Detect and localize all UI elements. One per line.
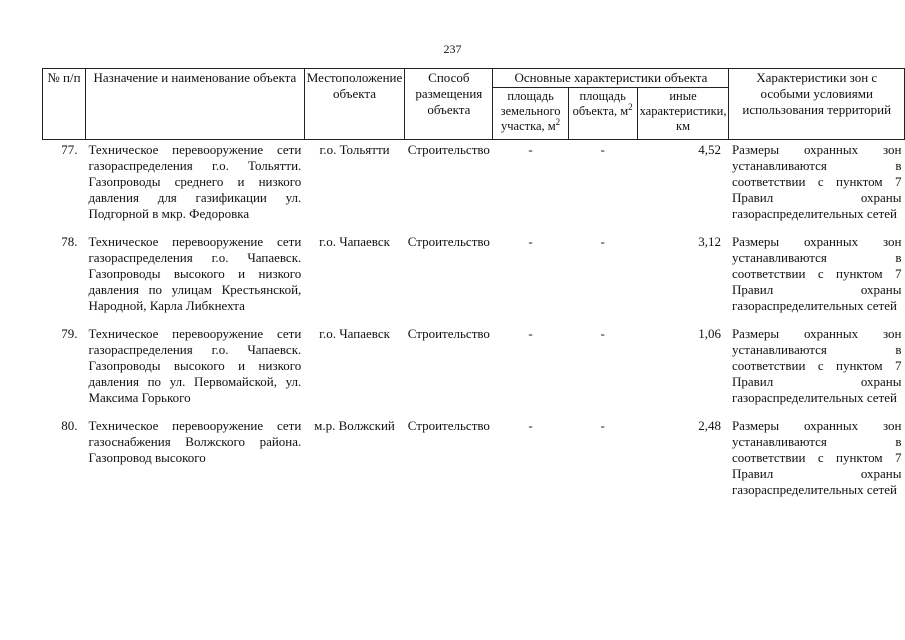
object-location: г.о. Тольятти bbox=[319, 142, 390, 157]
other-characteristics: 4,52 bbox=[698, 142, 721, 157]
row-number: 77. bbox=[61, 142, 78, 157]
object-name: Техническое перевооружение сети газораспределения г.о. Чапаевск. Газопроводы высокого и низкого давления по улицам Крестьянской, Народной, Карла Либкнехта bbox=[88, 234, 302, 313]
header-area-land: площадь земельного участка, $м^2$ bbox=[493, 88, 568, 140]
header-name: Назначение и наименование объекта bbox=[85, 69, 304, 140]
header-other: иные характеристики, км bbox=[637, 88, 729, 140]
header-main-characteristics: Основные характеристики объекта bbox=[493, 69, 729, 88]
other-characteristics: 3,12 bbox=[698, 234, 721, 249]
table-body bbox=[43, 140, 905, 509]
placement-method: Строительство bbox=[407, 326, 490, 341]
object-name: Техническое перевооружение сети газораспределения г.о. Тольятти. Газопроводы среднего и низкого давления для газификации ул. Подгорной в мкр. Федоровка bbox=[88, 142, 302, 221]
row-number: 79. bbox=[61, 326, 78, 341]
land-area: - bbox=[528, 326, 533, 341]
object-area: - bbox=[600, 326, 605, 341]
zone-characteristics: Размеры охранных зон устанавливаются в соответствии с пунктом 7 Правил охраны газораспределительных сетей bbox=[731, 142, 902, 221]
object-location: м.р. Волжский bbox=[314, 418, 395, 433]
header-row bbox=[43, 69, 905, 88]
object-area: - bbox=[600, 234, 605, 249]
object-location: г.о. Чапаевск bbox=[319, 234, 390, 249]
page-number: 237 bbox=[443, 42, 462, 56]
table-row bbox=[43, 140, 905, 233]
other-characteristics: 2,48 bbox=[698, 418, 721, 433]
objects-table bbox=[42, 68, 905, 508]
header-area-object: площадь объекта, $м^2$ bbox=[568, 88, 637, 140]
land-area: - bbox=[528, 418, 533, 433]
row-number: 78. bbox=[61, 234, 78, 249]
land-area: - bbox=[528, 142, 533, 157]
zone-characteristics: Размеры охранных зон устанавливаются в соответствии с пунктом 7 Правил охраны газораспределительных сетей bbox=[731, 326, 902, 405]
other-characteristics: 1,06 bbox=[698, 326, 721, 341]
zone-characteristics: Размеры охранных зон устанавливаются в соответствии с пунктом 7 Правил охраны газораспределительных сетей bbox=[731, 418, 902, 497]
header-method: Способ размещения объекта bbox=[405, 69, 493, 140]
object-location: г.о. Чапаевск bbox=[319, 326, 390, 341]
land-area: - bbox=[528, 234, 533, 249]
header-location: Местоположение объекта bbox=[304, 69, 404, 140]
placement-method: Строительство bbox=[407, 234, 490, 249]
placement-method: Строительство bbox=[407, 142, 490, 157]
table-row bbox=[43, 416, 905, 508]
placement-method: Строительство bbox=[407, 418, 490, 433]
header-zones: Характеристики зон с особыми условиями использования территорий bbox=[729, 69, 905, 140]
object-area: - bbox=[600, 418, 605, 433]
zone-characteristics: Размеры охранных зон устанавливаются в соответствии с пунктом 7 Правил охраны газораспределительных сетей bbox=[731, 234, 902, 313]
header-num: № п/п bbox=[43, 69, 86, 140]
table-row bbox=[43, 324, 905, 416]
object-name: Техническое перевооружение сети газораспределения г.о. Чапаевск. Газопроводы высокого и низкого давления по ул. Первомайской, ул. Максима Горького bbox=[88, 326, 302, 405]
object-area: - bbox=[600, 142, 605, 157]
table-row bbox=[43, 232, 905, 324]
row-number: 80. bbox=[61, 418, 78, 433]
object-name: Техническое перевооружение сети газоснабжения Волжского района. Газопровод высокого bbox=[88, 418, 302, 465]
